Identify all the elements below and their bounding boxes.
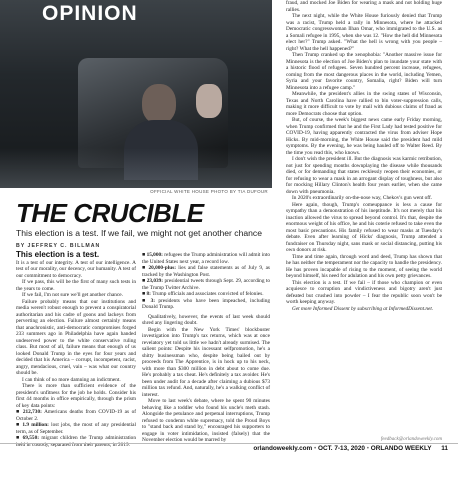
data-point-number: 69,550:	[22, 435, 39, 441]
data-point: ■ 212,730: Americans deaths from COVID-19 as of October 2.	[16, 409, 136, 422]
column-two	[142, 252, 270, 444]
column-three	[286, 0, 442, 312]
page-footer	[253, 445, 448, 452]
window-reflection	[0, 148, 272, 188]
paragraph: Move to last week's debate, where he spent 90 minutes behaving like a toddler who found his uncle's meth stash. Alongside the petulance and perpetual interruptions, Trump refused to condemn white supremacy, told the Proud Boys to "stand back and stand by," encouraged his supporters to engage in voter intimidation, insisted (falsely) that the November election would be marred by	[142, 398, 270, 443]
data-point-text: Americans deaths from COVID-19 as of October 2.	[16, 409, 136, 422]
paragraph: It is a test of our integrity. A test of our intelligence. A test of our morality, our decency, our humanity. A test of our commitment to democracy.	[16, 259, 136, 279]
paragraph: I don't wish the president ill. But the diagnosis was karmic retribution, not just for spending months downplaying the disease while thousands died, or for demanding that states recklessly reopen their economies, or for refusing to wear a mask in an arrogant display of toughness, but also for mocking Hillary Clinton's health four years earlier, when she came down with pneumonia.	[286, 156, 442, 195]
paragraph: If we fail, I'm not sure we'll get another chance.	[22, 292, 123, 298]
footer-site[interactable]: orlandoweekly.com	[253, 445, 313, 452]
data-point-text: Trump officials and associates convicted of felonies.	[152, 291, 264, 297]
paragraph: There is more than sufficient evidence of the president's unfitness for the job he holds. Consider his first 44 months in office empirically, through the prism of key data points:	[16, 383, 136, 409]
data-point: ■ 1.9 million: lost jobs, the most of any presidential term, as of September.	[16, 422, 136, 435]
paragraph: The next night, while the White House furiously denied that Trump was a racist, Trump held a rally in Minnesota, where he attacked Democratic congresswoman Ilhan Omar, who immigrated to the U.S. as a Somali refugee in 1995, when she was 12. "How the hell did Minnesota elect her?" Trump asked. "What the hell is wrong with you people – right? What the hell happened?"	[286, 13, 442, 52]
paragraph: Failure probably means that our institutions and media weren't robust enough to prevent a conspiratorial authoritarian and his cadre of goons and lackeys from perverting an election. Failure almost certainly means that anachronistic, anti-democratic compromises forged 233 summers ago in Philadelphia have again handed undeserved power to the white conservative ruling class. But most of all, failure means that enough of us looked Donald Trump in the eyes for four years and decided that his America – corrupt, incompetent, racist, angry, mendacious, cruel, vain – was what our country should be.	[16, 298, 136, 376]
data-point-number: 15,000:	[146, 252, 163, 258]
photo-credit: OFFICIAL WHITE HOUSE PHOTO BY TIA DUFOUR	[150, 189, 268, 194]
data-point-number: 212,730:	[22, 409, 42, 415]
data-point-text: presidential tweets through Sept. 29, according to the Trump Twitter Archive.	[142, 278, 271, 291]
footer-dates: OCT. 7-13, 2020	[318, 445, 365, 452]
lead-in: This election is a test.	[16, 250, 100, 259]
data-point: ■ 8: Trump officials and associates convicted of felonies.	[142, 291, 264, 297]
paragraph: Time and time again, through word and deed, Trump has shown that he has neither the temperament nor the capacity to handle the presidency. He has proven incapable of rising to the moment, of seeing the world beyond himself, his need for adulation and his own petty grievances.	[286, 253, 442, 279]
raised-fist	[196, 84, 222, 118]
data-point-number: 3:	[150, 297, 156, 304]
column-one	[16, 252, 136, 448]
footer-paper: ORLANDO WEEKLY	[370, 445, 432, 452]
figure-head	[142, 84, 176, 124]
feedback-email[interactable]: feedback@orlandoweekly.com	[380, 437, 442, 442]
data-point-number: 1.9 million:	[22, 422, 49, 428]
page-number: 11	[441, 445, 448, 452]
data-point-text: presidents who have been impeached, including Donald Trump.	[142, 297, 271, 310]
headline: THE CRUCIBLE	[16, 198, 204, 228]
data-point: ■ 23,039: presidential tweets through Sept. 29, according to the Trump Twitter Archive.	[142, 278, 271, 291]
paragraph: But, of course, the week's biggest news came early Friday morning, when Trump confirmed that he and the First Lady had tested positive for COVID-19, having apparently contracted the virus from adviser Hope Hicks. By mid-morning, the White House said the president had mild symptoms. By the evening, he was being hauled off to Walter Reed. By the time you read this, who knows.	[286, 117, 442, 156]
paragraph: Then Trump cranked up the xenophobia: "Another massive issue for Minnesota is the election of Joe Biden's plan to inundate your state with a historic flood of refugees. Seven hundred percent increase, refugees, coming from the most dangerous places in the world, including Yemen, Syria and your favorite country, Somalia, right? Biden will turn Minnesota into a refugee camp."	[286, 52, 442, 91]
data-point-number: 23,039:	[146, 278, 164, 284]
deck: This election is a test. If we fail, we might not get another chance	[16, 228, 263, 238]
paragraph: This election is a test. If we fail – if those who champion or even acquiesce to corruption and vindictiveness and bigotry aren't just defeated but crushed into powder – I fear the republic soon won't be worth keeping anyway.	[286, 279, 442, 305]
data-point-text: migrant children the Trump administration held in custody, separated from their parents, in 2019.	[16, 435, 136, 448]
footer-separator: •	[366, 445, 369, 452]
data-point-text: lies and false statements as of July 9, as tracked by the Washington Post.	[142, 265, 270, 278]
footer-separator: •	[314, 445, 317, 452]
paragraph: Here again, though, Trump's comeuppance is less a cause for sympathy than a demonstration of his ineptitude. It's not merely that his inaction allowed the virus to spread beyond control. It's that, despite the enormous weight of his office, he and his coterie refused to take even the most basic precautions. His family refused to wear masks at Tuesday's debate. Even after learning of Hicks' diagnosis, Trump attended a fundraiser on Thursday night, sans mask or social distancing, putting his own donors at risk.	[286, 201, 442, 253]
data-point: ■ 69,550: migrant children the Trump administration held in custody, separated from their parents, in 2019.	[16, 435, 136, 448]
cover-photo	[0, 0, 272, 188]
paragraph: If we pass, this will be the first of many such tests in the years to come.	[16, 279, 136, 292]
paragraph: Meanwhile, the president's allies in the swing states of Wisconsin, Texas and North Carolina have rallied to bin voter-suppression calls, making it more difficult to vote by mail with dubious claims of fraud as more Democrats choose that option.	[286, 91, 442, 117]
footer-rule	[0, 443, 458, 444]
data-point: ■ 15,000: refugees the Trump administration will admit into the United States next year, a record low.	[142, 252, 270, 265]
data-point-number: 20,000-plus:	[148, 265, 176, 271]
data-point-number: 8:	[146, 291, 151, 297]
paragraph: fraud, and mocked Joe Biden for wearing a mask and not holding huge rallies.	[286, 0, 442, 13]
tagline: Get more Informed Dissent by subscribing at InformedDissent.net.	[292, 305, 434, 312]
data-point-text: refugees the Trump administration will admit into the United States next year, a record low.	[142, 252, 270, 265]
data-point-text: lost jobs, the most of any presidential term, as of September.	[16, 422, 136, 435]
data-point: ■ 20,000-plus: lies and false statements as of July 9, as tracked by the Washington Post.	[142, 265, 270, 278]
data-point: ■ 3: presidents who have been impeached, including Donald Trump.	[142, 297, 271, 310]
paragraph: In 2020's extraordinarily on-the-nose way, Chekov's gun went off.	[292, 195, 433, 201]
byline: BY JEFFREY C. BILLMAN	[16, 243, 101, 249]
paragraph: Begin with the New York Times' blockbuster investigation into Trump's tax returns, which was at once revelatory yet told us little we hadn't already surmised. The salient points: Despite his incessant selfpromotion, he's a shitty businessman who, despite being bailed out by proceeds from The Apprentice, is in hock up to his neck, with more than $300 million in debt about to come due. He's probably a tax cheat. He's definitely a tax avoider. He's been under audit for a decade after claiming a dubious $73 million tax refund. And, naturally, he's a walking conflict of interest.	[142, 326, 270, 398]
paragraph: I can think of no more damning an indictment.	[22, 376, 121, 383]
section-label: OPINION	[42, 2, 138, 25]
paragraph: Qualitatively, however, the events of last week should shred any lingering doubt.	[142, 313, 270, 326]
